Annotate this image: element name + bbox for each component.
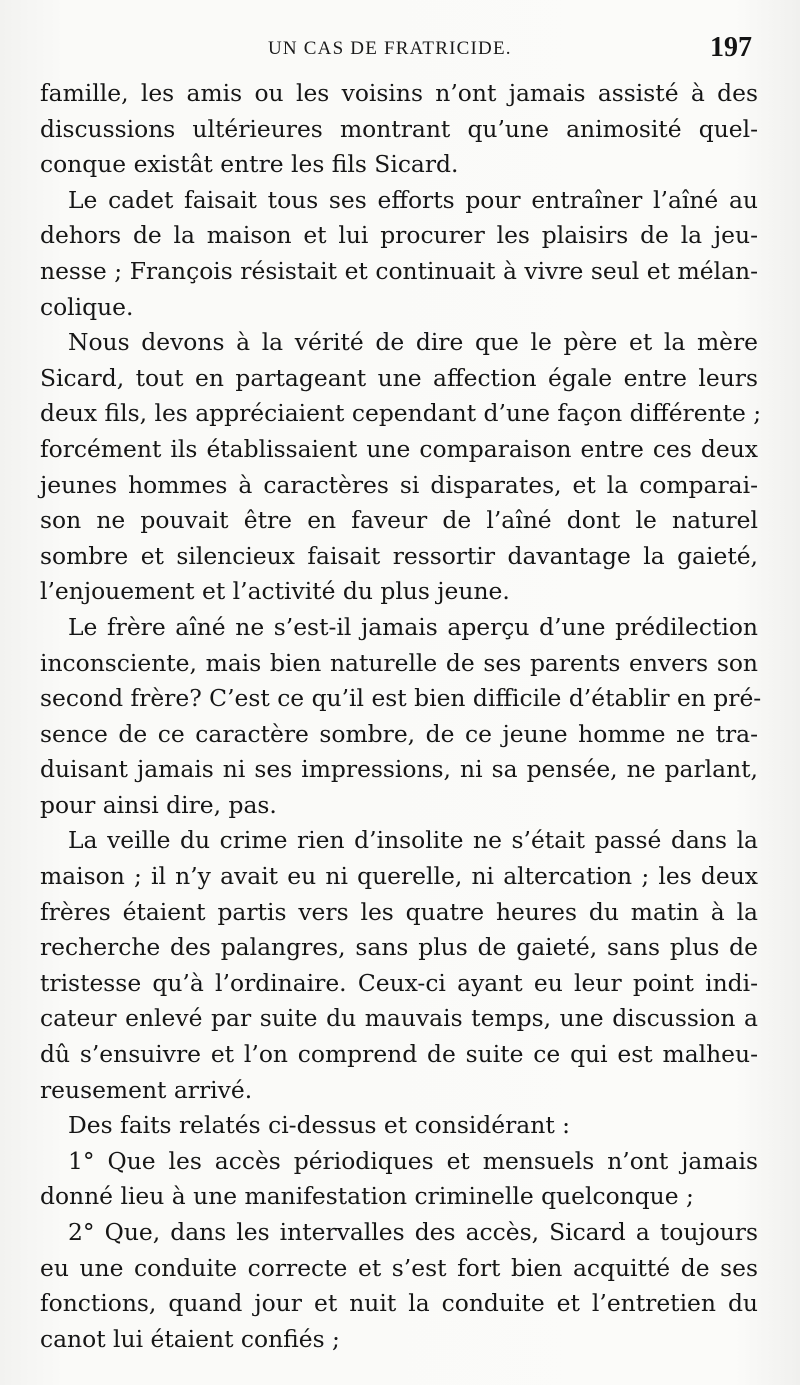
text-line: second frère? C’est ce qu’il est bien difficile d’établir en pré- [40,684,762,713]
page-number: 197 [710,32,752,63]
text-line: conque existât entre les fils Sicard. [40,150,459,179]
text-line: maison ; il n’y avait eu ni querelle, ni altercation ; les deux [40,862,758,891]
text-line: recherche des palangres, sans plus de gaieté, sans plus de [40,933,758,962]
text-line: pour ainsi dire, pas. [40,790,277,819]
text-line: eu une conduite correcte et s’est fort bien acquitté de ses [40,1253,758,1282]
text-line: canot lui étaient confiés ; [40,1324,340,1353]
text-line: deux fils, les appréciaient cependant d’une façon différente ; [40,399,762,428]
text-line: donné lieu à une manifestation criminelle quelconque ; [40,1182,694,1211]
text-line: l’enjouement et l’activité du plus jeune. [40,577,510,606]
text-line: fonctions, quand jour et nuit la conduite et l’entretien du [40,1289,758,1318]
text-line: discussions ultérieures montrant qu’une animosité quel- [40,114,758,143]
text-line: jeunes hommes à caractères si disparates, et la comparai- [40,470,758,499]
text-line: Nous devons à la vérité de dire que le père et la mère [68,328,758,357]
text-line: sombre et silencieux faisait ressortir davantage la gaieté, [40,541,758,570]
text-line: frères étaient partis vers les quatre heures du matin à la [40,897,758,926]
text-line: nesse ; François résistait et continuait à vivre seul et mélan- [40,256,758,285]
running-title: UN CAS DE FRATRICIDE. [268,38,512,59]
text-line: inconsciente, mais bien naturelle de ses parents envers son [40,648,758,677]
text-line: 1° Que les accès périodiques et mensuels n’ont jamais [68,1146,758,1175]
text-line: 2° Que, dans les intervalles des accès, Sicard a toujours [68,1218,758,1246]
text-line: dû s’ensuivre et l’on comprend de suite ce qui est malheu- [40,1040,758,1069]
body-text [40,76,762,1357]
text-line: colique. [40,292,134,321]
text-line: Le frère aîné ne s’est-il jamais aperçu d’une prédilection [68,612,758,641]
text-line: Le cadet faisait tous ses efforts pour entraîner l’aîné au [68,185,758,214]
text-line: Des faits relatés ci-dessus et considérant : [68,1111,571,1140]
running-head [0,30,800,70]
text-line: forcément ils établissaient une comparaison entre ces deux [40,434,758,463]
text-line: son ne pouvait être en faveur de l’aîné dont le naturel [40,506,758,535]
text-line: duisant jamais ni ses impressions, ni sa pensée, ne parlant, [40,755,758,784]
text-line: dehors de la maison et lui procurer les plaisirs de la jeu- [40,221,758,250]
text-line: cateur enlevé par suite du mauvais temps, une discussion a [40,1004,758,1033]
text-line: sence de ce caractère sombre, de ce jeune homme ne tra- [40,719,758,748]
text-line: La veille du crime rien d’insolite ne s’était passé dans la [68,826,758,855]
text-line: Sicard, tout en partageant une affection égale entre leurs [40,363,758,392]
text-line: reusement arrivé. [40,1075,253,1104]
text-line: famille, les amis ou les voisins n’ont jamais assisté à des [40,79,758,107]
text-line: tristesse qu’à l’ordinaire. Ceux-ci ayant eu leur point indi- [40,968,758,997]
